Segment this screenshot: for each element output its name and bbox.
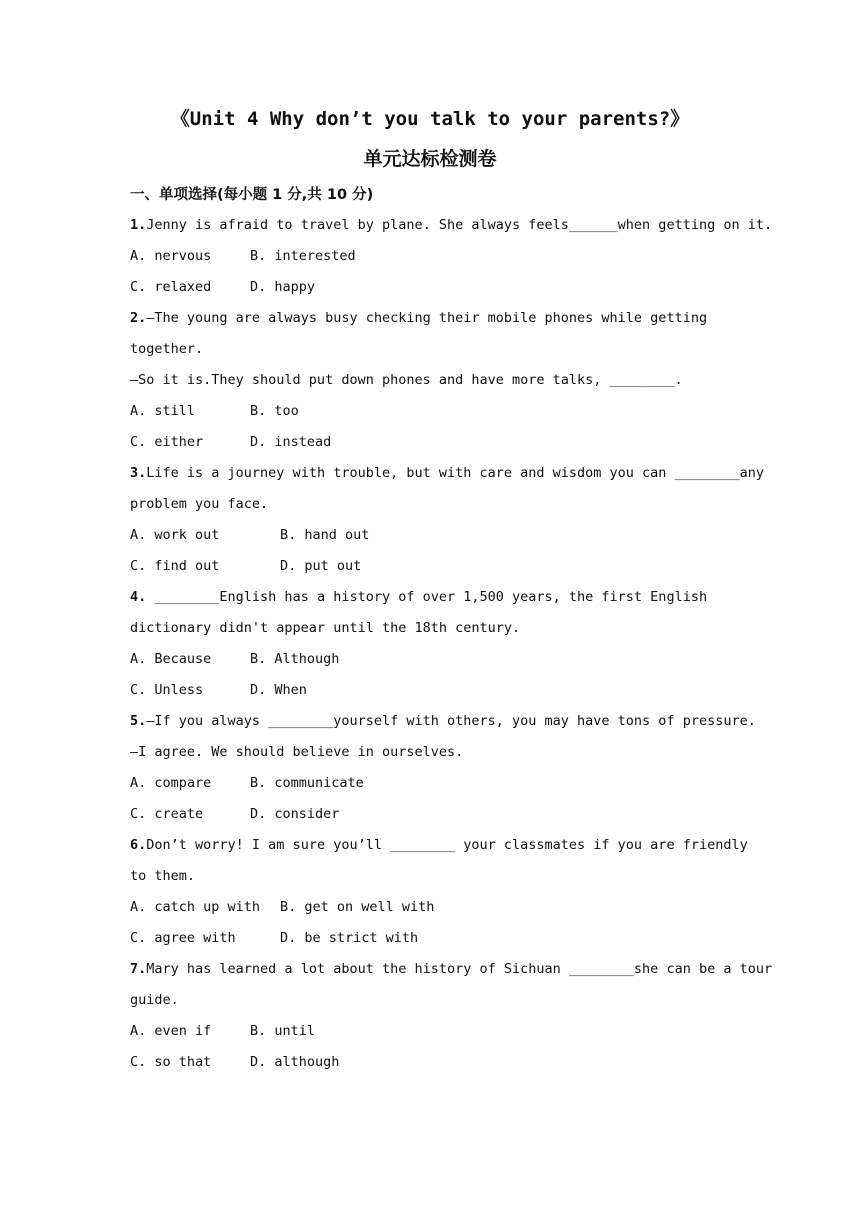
answer-option[interactable]: D. instead (250, 434, 332, 450)
question-text: dictionary didn't appear until the 18th century. (130, 620, 521, 636)
question-number: 1. (130, 217, 147, 233)
answer-option[interactable]: D. put out (280, 558, 362, 574)
answer-option[interactable]: A. Because (130, 651, 212, 667)
question-text-line (130, 861, 740, 892)
question-text-line (130, 737, 740, 768)
answer-option[interactable]: A. even if (130, 1023, 212, 1039)
question-number: 6. (130, 837, 147, 853)
question-text-line (130, 830, 748, 861)
answer-option[interactable]: C. create (130, 806, 204, 822)
answer-option[interactable]: A. nervous (130, 248, 212, 264)
answer-option[interactable]: D. be strict with (280, 930, 419, 946)
question-text-line (130, 489, 740, 520)
answer-option[interactable]: C. find out (130, 558, 220, 574)
question-text: Mary has learned a lot about the history of Sichuan ________she can be a tour (146, 961, 773, 977)
question-3 (130, 458, 764, 582)
question-text-line (130, 334, 740, 365)
question-4 (130, 582, 740, 706)
question-list (130, 210, 773, 1078)
question-number: 2. (130, 310, 147, 326)
question-number: 7. (130, 961, 147, 977)
question-number: 5. (130, 713, 147, 729)
question-text-line (130, 985, 740, 1016)
option-row (130, 768, 740, 799)
page-title: 《Unit 4 Why don’t you talk to your parents?》 (170, 108, 690, 130)
answer-option[interactable]: D. happy (250, 279, 316, 295)
question-text: together. (130, 341, 204, 357)
answer-option[interactable]: C. Unless (130, 682, 204, 698)
question-text: Life is a journey with trouble, but with care and wisdom you can ________any (146, 465, 764, 481)
answer-option[interactable]: B. too (250, 403, 299, 419)
option-row (130, 241, 740, 272)
answer-option[interactable]: B. get on well with (280, 899, 435, 915)
question-text: —I agree. We should believe in ourselves. (130, 744, 464, 760)
option-row (130, 1016, 740, 1047)
answer-option[interactable]: A. work out (130, 527, 220, 543)
question-1 (130, 210, 773, 303)
option-row (130, 551, 740, 582)
question-text: guide. (130, 992, 179, 1008)
question-text-line (130, 613, 740, 644)
answer-option[interactable]: C. relaxed (130, 279, 212, 295)
option-row (130, 675, 740, 706)
question-text-line (130, 582, 740, 613)
question-text: Don’t worry! I am sure you’ll ________ your classmates if you are friendly (146, 837, 748, 853)
answer-option[interactable]: C. agree with (130, 930, 236, 946)
option-row (130, 892, 740, 923)
question-5 (130, 706, 756, 830)
question-text: Jenny is afraid to travel by plane. She always feels______when getting on it. (146, 217, 773, 233)
answer-option[interactable]: B. Although (250, 651, 340, 667)
answer-option[interactable]: A. compare (130, 775, 212, 791)
question-text-line (130, 303, 740, 334)
answer-option[interactable]: D. although (250, 1054, 340, 1070)
answer-option[interactable]: B. communicate (250, 775, 364, 791)
question-text-line (130, 954, 773, 985)
answer-option[interactable]: B. hand out (280, 527, 370, 543)
option-row (130, 799, 740, 830)
option-row (130, 272, 740, 303)
section-heading: 一、单项选择(每小题 1 分,共 10 分) (130, 187, 374, 203)
question-7 (130, 954, 773, 1078)
answer-option[interactable]: B. until (250, 1023, 316, 1039)
answer-option[interactable]: A. still (130, 403, 196, 419)
question-text: to them. (130, 868, 196, 884)
answer-option[interactable]: C. either (130, 434, 204, 450)
question-6 (130, 830, 748, 954)
question-text: problem you face. (130, 496, 269, 512)
question-2 (130, 303, 740, 458)
page-subtitle: 单元达标检测卷 (363, 148, 497, 170)
question-text: —The young are always busy checking their mobile phones while getting (146, 310, 708, 326)
question-text-line (130, 365, 740, 396)
question-text: —If you always ________yourself with others, you may have tons of pressure. (146, 713, 756, 729)
question-text-line (130, 706, 756, 737)
answer-option[interactable]: D. When (250, 682, 307, 698)
question-text-line (130, 458, 764, 489)
option-row (130, 520, 740, 551)
question-number: 4. (130, 589, 147, 605)
option-row (130, 396, 740, 427)
answer-option[interactable]: B. interested (250, 248, 356, 264)
option-row (130, 923, 740, 954)
question-text-line (130, 210, 773, 241)
option-row (130, 427, 740, 458)
question-text: —So it is.They should put down phones and have more talks, ________. (130, 372, 683, 388)
answer-option[interactable]: A. catch up with (130, 899, 261, 915)
option-row (130, 644, 740, 675)
question-text: ________English has a history of over 1,500 years, the first English (146, 589, 708, 605)
option-row (130, 1047, 740, 1078)
question-number: 3. (130, 465, 147, 481)
answer-option[interactable]: C. so that (130, 1054, 212, 1070)
answer-option[interactable]: D. consider (250, 806, 340, 822)
